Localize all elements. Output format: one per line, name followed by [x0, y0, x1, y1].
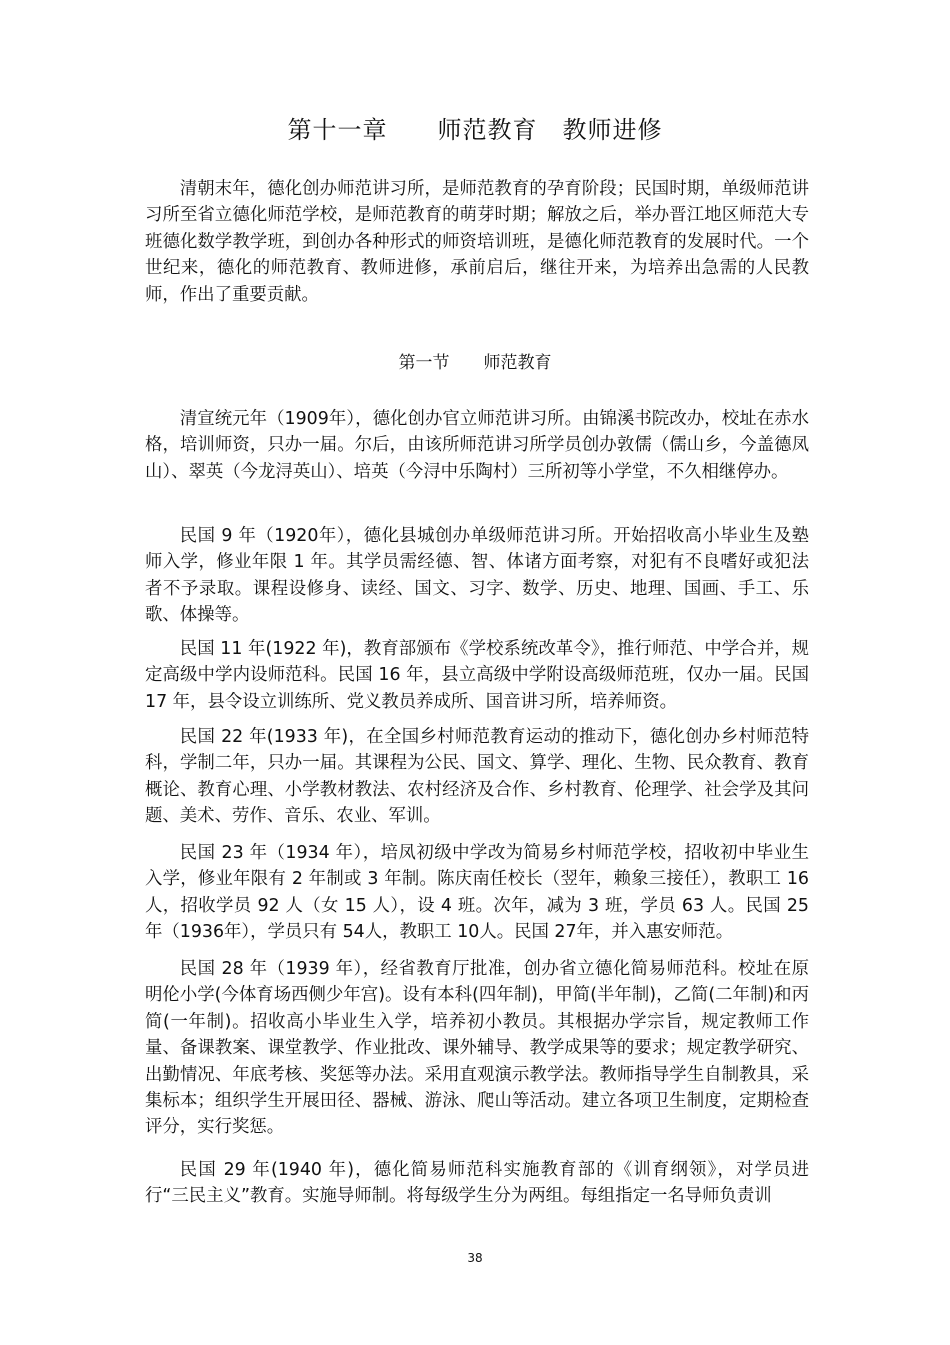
page-number: 38 [467, 1251, 483, 1265]
body-paragraph: 民国 23 年（1934 年），培凤初级中学改为简易乡村师范学校，招收初中毕业生入学，修业年限有 2 年制或 3 年制。陈庆南任校长（翌年，赖象三接任），教职工 16人，招收学员 92 人（女 15 人），设 4 班。次年，减为 3 班，学员 63 人。民国 25 年（1936年），学员只有 54人，教职工 10人。民国 27年，并入惠安师范。 [145, 843, 809, 943]
body-paragraph: 民国 9 年（1920年），德化县城创办单级师范讲习所。开始招收高小毕业生及塾师入学，修业年限 1 年。其学员需经德、智、体诸方面考察，对犯有不良嗜好或犯法者不予录取。课程设修身、读经、国文、习字、数学、历史、地理、国画、手工、乐歌、体操等。 [145, 526, 809, 626]
section-title: 第一节 师范教育 [398, 353, 552, 373]
body-paragraph: 民国 11 年(1922 年)，教育部颁布《学校系统改革令》，推行师范、中学合并，规定高级中学内设师范科。民国 16 年，县立高级中学附设高级师范班，仅办一届。民国 17 年，县令设立训练所、党义教员养成所、国音讲习所，培养师资。 [145, 639, 809, 712]
chapter-title: 第十一章 师范教育 教师进修 [287, 116, 663, 144]
body-paragraph: 民国 22 年(1933 年)，在全国乡村师范教育运动的推动下，德化创办乡村师范特科，学制二年，只办一届。其课程为公民、国文、算学、理化、生物、民众教育、教育概论、教育心理、小学教材教法、农村经济及合作、乡村教育、伦理学、社会学及其问题、美术、劳作、音乐、农业、军训。 [145, 727, 809, 827]
body-paragraph: 民国 28 年（1939 年），经省教育厅批准，创办省立德化简易师范科。校址在原明伦小学(今体育场西侧少年宫)。设有本科(四年制)，甲简(半年制)，乙简(二年制)和丙简(一年制)。招收高小毕业生入学，培养初小教员。其根据办学宗旨，规定教师工作量、备课教案、课堂教学、作业批改、课外辅导、教学成果等的要求；规定教学研究、出勤情况、年底考核、奖惩等办法。采用直观演示教学法。教师指导学生自制教具，采集标本；组织学生开展田径、器械、游泳、爬山等活动。建立各项卫生制度，定期检查评分，实行奖惩。 [145, 959, 809, 1138]
body-paragraph: 清宣统元年（1909年），德化创办官立师范讲习所。由锦溪书院改办，校址在赤水格，培训师资，只办一届。尔后，由该所师范讲习所学员创办敦儒（儒山乡，今盖德凤山）、翠英（今龙浔英山）、培英（今浔中乐陶村）三所初等小学堂，不久相继停办。 [145, 409, 809, 482]
intro-paragraph: 清朝末年，德化创办师范讲习所，是师范教育的孕育阶段；民国时期，单级师范讲习所至省立德化师范学校，是师范教育的萌芽时期；解放之后，举办晋江地区师范大专班德化数学教学班，到创办各种形式的师资培训班，是德化师范教育的发展时代。一个世纪来，德化的师范教育、教师进修，承前启后，继往开来，为培养出急需的人民教师，作出了重要贡献。 [145, 179, 809, 305]
body-paragraph: 民国 29 年(1940 年)，德化简易师范科实施教育部的《训育纲领》，对学员进行“三民主义”教育。实施导师制。将每级学生分为两组。每组指定一名导师负责训 [145, 1160, 809, 1207]
